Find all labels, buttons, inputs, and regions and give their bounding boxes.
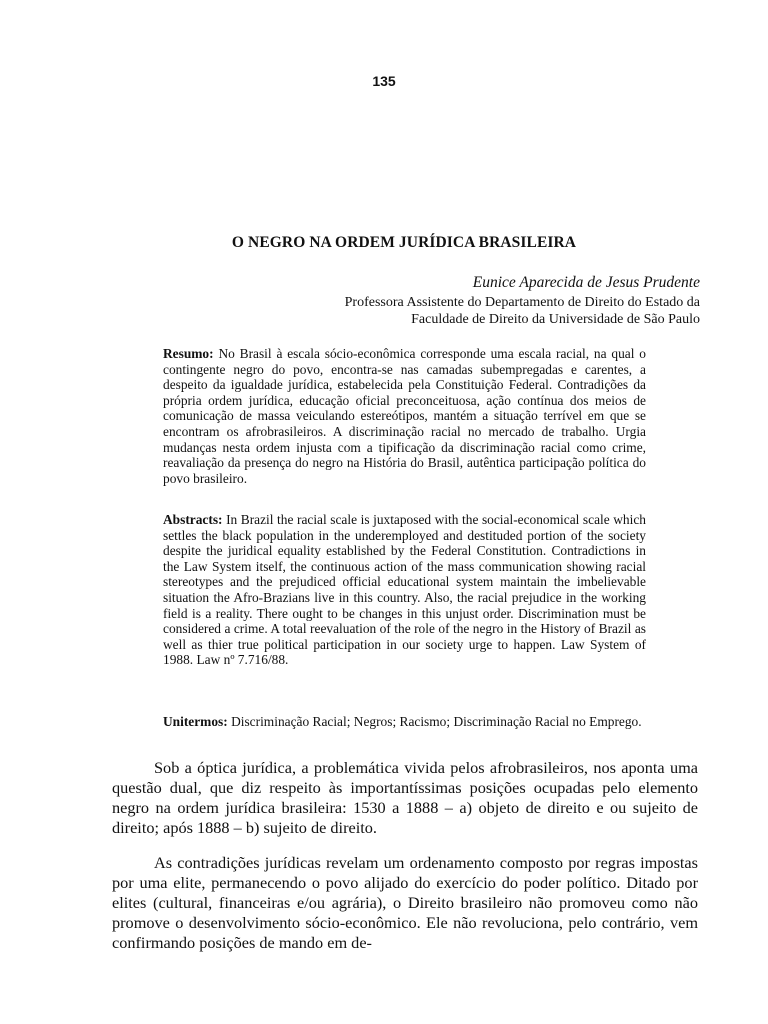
affiliation-line-1: Professora Assistente do Departamento de Direito do Estado da (344, 295, 700, 310)
paragraph-text: As contradições jurídicas revelam um ordenamento composto por regras impostas por uma elite, permanecendo o povo alijado do exercício do poder político. Ditado por elites (cultural, financeiras e/ou agrária), o Direito brasileiro não promoveu como não promove o desenvolvimento sócio-econômico. Ele não revoluciona, pelo contrário, vem confirmando posições de mando em de- (112, 853, 698, 952)
unitermos-label: Unitermos: (163, 714, 228, 729)
resumo-label: Resumo: (163, 346, 214, 361)
resumo-text: No Brasil à escala sócio-econômica corresponde uma escala racial, na qual o contingente negro do povo, encontra-se nas camadas subempregadas e carentes, a despeito da igualdade jurídica, estabelecida pela Constituição Federal. Contradições da própria ordem jurídica, educação oficial preconceituosa, ação contínua dos meios de comunicação de massa veiculando estereótipos, mantém a situação terrível em que se encontram os afrobrasileiros. A discriminação racial no mercado de trabalho. Urgia mudanças nesta ordem injusta com a tipificação da discriminação racial como crime, reavaliação da presença do negro na História do Brasil, autêntica participação política do povo brasileiro. (163, 346, 646, 486)
abstracts-section (163, 512, 646, 668)
article-title: O NEGRO NA ORDEM JURÍDICA BRASILEIRA (231, 234, 577, 251)
abstracts-label: Abstracts: (163, 512, 223, 527)
unitermos-section (163, 714, 646, 730)
author-name: Eunice Aparecida de Jesus Prudente (472, 274, 700, 291)
body-paragraph-1 (112, 758, 698, 838)
body-paragraph-2 (112, 853, 698, 953)
unitermos-text: Discriminação Racial; Negros; Racismo; Discriminação Racial no Emprego. (231, 714, 642, 729)
paragraph-text: Sob a óptica jurídica, a problemática vivida pelos afrobrasileiros, nos aponta uma questão dual, que diz respeito às importantíssimas posições ocupadas pelo elemento negro na ordem jurídica brasileira: 1530 a 1888 – a) objeto de direito e ou sujeito de direito; após 1888 – b) sujeito de direito. (112, 758, 698, 837)
resumo-section (163, 346, 646, 486)
affiliation-line-2: Faculdade de Direito da Universidade de São Paulo (411, 312, 700, 327)
page-number: 135 (372, 73, 396, 89)
author-affiliation (345, 294, 700, 328)
abstracts-text: In Brazil the racial scale is juxtaposed with the social-economical scale which settles the black population in the underemployed and destituded portion of the society despite the juridical equality established by the Federal Constitution. Contradictions in the Law System itself, the continuous action of the mass communication showing racial stereotypes and the prejudiced official educational system maintain the imbelievable situation the Afro-Brazians live in this country. Also, the racial prejudice in the working field is a reality. There ought to be changes in this unjust order. Discrimination must be considered a crime. A total reevaluation of the role of the negro in the History of Brazil as well as thier true political participation in our society urge to happen. Law System of 1988. Law nº 7.716/88. (163, 512, 646, 668)
